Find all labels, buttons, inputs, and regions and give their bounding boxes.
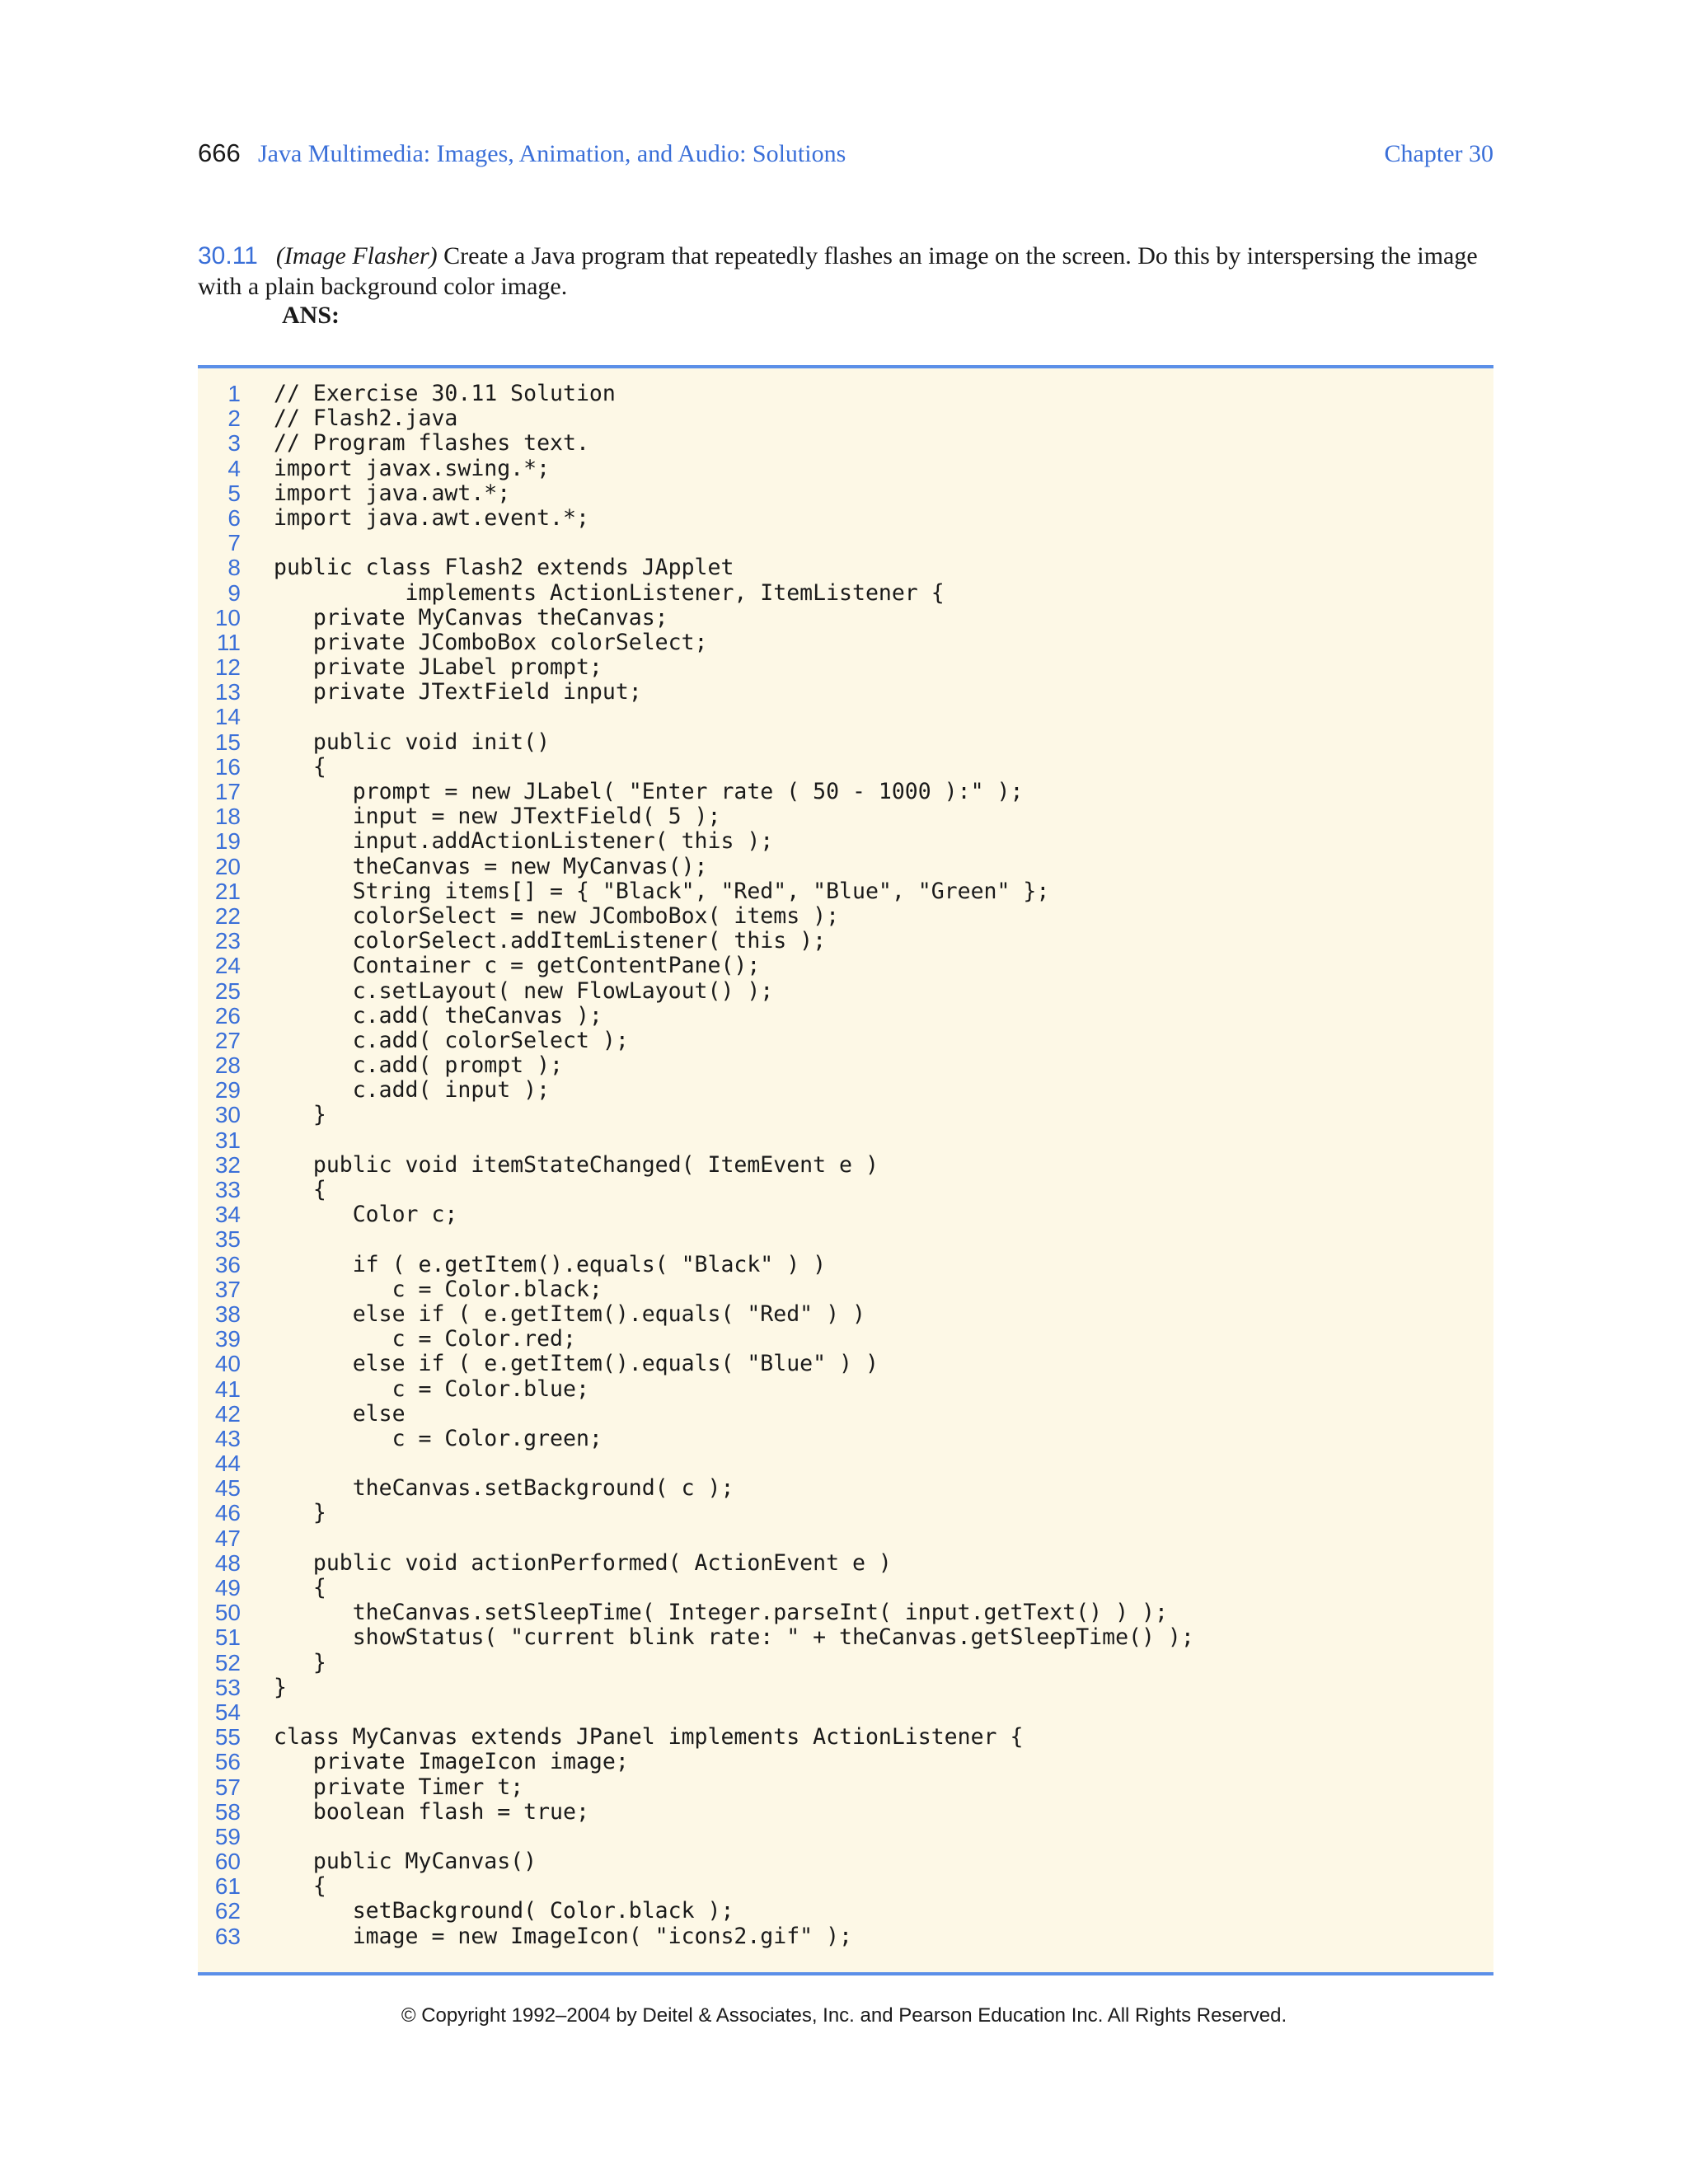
answer-label: ANS:: [282, 302, 340, 329]
code-line: [198, 1377, 1493, 1402]
line-code: class MyCanvas extends JPanel implements ActionListener {: [274, 1724, 1024, 1750]
line-number: 53: [214, 1674, 241, 1700]
line-number: 57: [214, 1774, 241, 1800]
code-line: [198, 1849, 1493, 1874]
code-line: [198, 481, 1493, 506]
exercise-title: (Image Flasher): [275, 242, 438, 269]
line-code: public void itemStateChanged( ItemEvent e ): [274, 1151, 879, 1178]
code-line: [198, 1153, 1493, 1178]
code-line: [198, 531, 1493, 555]
exercise-text: Create a Java program that repeatedly flashes an image on the screen. Do this by interspersing the image with a plain background color image.: [198, 242, 1478, 300]
line-code: }: [274, 1500, 326, 1526]
line-number: 42: [214, 1400, 241, 1427]
line-number: 22: [214, 902, 241, 929]
line-number: 41: [214, 1376, 241, 1402]
line-code: // Exercise 30.11 Solution: [274, 381, 616, 406]
code-line: [198, 1476, 1493, 1501]
line-code: private JLabel prompt;: [274, 654, 603, 681]
code-line: [198, 1825, 1493, 1849]
line-number: 51: [214, 1624, 241, 1651]
line-number: 29: [214, 1077, 241, 1104]
line-code: else if ( e.getItem().equals( "Blue" ) ): [274, 1351, 879, 1377]
line-number: 17: [214, 779, 241, 804]
line-number: 59: [214, 1823, 241, 1849]
line-number: 8: [227, 555, 241, 581]
code-line: [198, 804, 1493, 829]
line-code: {: [274, 753, 326, 780]
exercise-statement: [198, 241, 1493, 302]
exercise-number: 30.11: [198, 242, 258, 269]
line-number: 56: [214, 1749, 241, 1775]
code-line: [198, 431, 1493, 456]
code-line: [198, 606, 1493, 630]
line-code: theCanvas.setBackground( c );: [274, 1475, 734, 1502]
code-line: [198, 457, 1493, 481]
code-line: [198, 1874, 1493, 1899]
code-line: [198, 855, 1493, 879]
code-lines: [198, 382, 1493, 1949]
code-line: [198, 1625, 1493, 1650]
line-code: c = Color.green;: [274, 1425, 603, 1451]
chapter-label: Chapter 30: [1384, 140, 1493, 167]
code-line: [198, 1700, 1493, 1725]
code-line: [198, 1750, 1493, 1774]
code-line: [198, 506, 1493, 531]
line-code: public void init(): [274, 729, 551, 755]
line-code: private MyCanvas theCanvas;: [274, 604, 668, 630]
line-number: 5: [227, 480, 241, 506]
line-code: import javax.swing.*;: [274, 455, 551, 481]
line-code: public void actionPerformed( ActionEvent e ): [274, 1549, 892, 1576]
line-code: c.add( prompt );: [274, 1052, 563, 1079]
code-line: [198, 1675, 1493, 1700]
line-code: c = Color.red;: [274, 1326, 576, 1352]
line-code: private JComboBox colorSelect;: [274, 629, 708, 655]
line-number: 50: [214, 1600, 241, 1626]
line-number: 15: [214, 729, 241, 755]
line-number: 4: [227, 455, 241, 481]
code-line: [198, 904, 1493, 929]
code-line: [198, 1601, 1493, 1625]
code-line: [198, 1327, 1493, 1352]
line-code: image = new ImageIcon( "icons2.gif" );: [274, 1923, 852, 1949]
line-number: 12: [214, 654, 241, 681]
line-number: 23: [214, 928, 241, 954]
line-number: 58: [214, 1798, 241, 1825]
line-number: 33: [214, 1177, 241, 1202]
line-number: 48: [214, 1549, 241, 1576]
line-number: 45: [214, 1475, 241, 1502]
line-code: setBackground( Color.black );: [274, 1898, 734, 1924]
line-number: 27: [214, 1027, 241, 1053]
code-line: [198, 1899, 1493, 1924]
code-line: [198, 1227, 1493, 1252]
code-line: [198, 382, 1493, 406]
line-code: c.setLayout( new FlowLayout() );: [274, 977, 774, 1004]
line-number: 60: [214, 1849, 241, 1875]
line-number: 11: [216, 629, 241, 655]
line-code: // Flash2.java: [274, 405, 458, 432]
line-number: 35: [214, 1226, 241, 1253]
line-code: c.add( input );: [274, 1077, 551, 1104]
line-number: 3: [227, 430, 241, 457]
line-code: input = new JTextField( 5 );: [274, 804, 721, 830]
line-code: public MyCanvas(): [274, 1849, 537, 1875]
line-code: import java.awt.event.*;: [274, 504, 589, 531]
line-number: 46: [214, 1500, 241, 1526]
line-code: c.add( colorSelect );: [274, 1027, 629, 1053]
line-code: String items[] = { "Black", "Red", "Blue", "Green" };: [274, 878, 1050, 904]
line-number: 26: [214, 1002, 241, 1029]
code-line: [198, 755, 1493, 780]
line-number: 34: [214, 1202, 241, 1228]
line-number: 52: [214, 1649, 241, 1675]
code-line: [198, 1103, 1493, 1127]
code-line: [198, 630, 1493, 655]
line-number: 37: [214, 1276, 241, 1302]
line-number: 2: [227, 405, 241, 432]
code-line: [198, 1924, 1493, 1949]
line-number: 14: [214, 704, 241, 730]
line-number: 38: [214, 1301, 241, 1327]
line-number: 7: [227, 530, 241, 556]
line-code: colorSelect = new JComboBox( items );: [274, 902, 840, 929]
code-line: [198, 1576, 1493, 1601]
line-code: c = Color.blue;: [274, 1376, 589, 1402]
line-code: private ImageIcon image;: [274, 1749, 629, 1775]
code-line: [198, 1277, 1493, 1302]
line-code: else if ( e.getItem().equals( "Red" ) ): [274, 1301, 865, 1327]
code-line: [198, 1775, 1493, 1800]
code-listing: [198, 365, 1493, 1975]
line-number: 39: [214, 1326, 241, 1352]
code-line: [198, 1551, 1493, 1576]
line-code: public class Flash2 extends JApplet: [274, 555, 734, 581]
code-line: [198, 1501, 1493, 1526]
line-number: 24: [214, 953, 241, 979]
line-code: showStatus( "current blink rate: " + theCanvas.getSleepTime() );: [274, 1624, 1194, 1651]
code-line: [198, 1128, 1493, 1153]
line-code: colorSelect.addItemListener( this );: [274, 928, 827, 954]
line-code: }: [274, 1649, 326, 1675]
code-line: [198, 1302, 1493, 1327]
line-code: prompt = new JLabel( "Enter rate ( 50 - 1000 ):" );: [274, 779, 1024, 804]
line-code: c.add( theCanvas );: [274, 1002, 603, 1029]
code-line: [198, 655, 1493, 680]
code-line: [198, 1078, 1493, 1103]
page-header: [198, 138, 1493, 180]
line-number: 32: [214, 1151, 241, 1178]
line-code: import java.awt.*;: [274, 480, 511, 506]
code-line: [198, 879, 1493, 904]
line-code: Container c = getContentPane();: [274, 953, 761, 979]
line-code: theCanvas = new MyCanvas();: [274, 853, 708, 879]
line-code: else: [274, 1400, 406, 1427]
line-code: Color c;: [274, 1202, 458, 1228]
line-number: 9: [227, 579, 241, 606]
line-code: }: [274, 1102, 326, 1128]
copyright-footer: © Copyright 1992–2004 by Deitel & Associates, Inc. and Pearson Education Inc. All Rights Reserved.: [401, 2004, 1287, 2027]
line-code: boolean flash = true;: [274, 1798, 589, 1825]
code-line: [198, 1451, 1493, 1476]
line-number: 36: [214, 1251, 241, 1277]
line-code: // Program flashes text.: [274, 430, 589, 457]
code-line: [198, 1253, 1493, 1277]
line-number: 19: [214, 828, 241, 855]
code-line: [198, 1402, 1493, 1427]
line-code: }: [274, 1674, 287, 1700]
code-line: [198, 680, 1493, 705]
line-code: input.addActionListener( this );: [274, 828, 774, 855]
code-line: [198, 1202, 1493, 1227]
line-number: 62: [214, 1898, 241, 1924]
line-number: 31: [214, 1127, 241, 1153]
code-line: [198, 406, 1493, 431]
line-number: 21: [214, 878, 241, 904]
code-line: [198, 954, 1493, 978]
line-code: implements ActionListener, ItemListener {: [274, 579, 945, 606]
code-line: [198, 1004, 1493, 1029]
line-number: 16: [214, 753, 241, 780]
code-line: [198, 780, 1493, 804]
line-number: 40: [214, 1351, 241, 1377]
code-line: [198, 1725, 1493, 1750]
line-code: theCanvas.setSleepTime( Integer.parseInt( input.getText() ) );: [274, 1600, 1168, 1626]
line-code: if ( e.getItem().equals( "Black" ) ): [274, 1251, 827, 1277]
line-code: private Timer t;: [274, 1774, 524, 1800]
line-number: 28: [214, 1052, 241, 1079]
code-line: [198, 979, 1493, 1004]
code-line: [198, 929, 1493, 954]
line-number: 63: [214, 1923, 241, 1949]
line-number: 55: [214, 1724, 241, 1750]
code-line: [198, 1427, 1493, 1451]
line-number: 61: [214, 1873, 241, 1900]
code-line: [198, 1651, 1493, 1675]
line-number: 47: [214, 1525, 241, 1551]
code-line: [198, 1352, 1493, 1376]
line-number: 25: [214, 977, 241, 1004]
line-number: 44: [214, 1451, 241, 1477]
code-line: [198, 581, 1493, 606]
code-line: [198, 1053, 1493, 1078]
line-code: {: [274, 1873, 326, 1900]
line-number: 54: [214, 1699, 241, 1725]
line-code: {: [274, 1575, 326, 1601]
line-number: 13: [214, 679, 241, 705]
line-number: 30: [214, 1102, 241, 1128]
code-line: [198, 555, 1493, 580]
line-code: {: [274, 1177, 326, 1202]
code-line: [198, 730, 1493, 755]
line-code: private JTextField input;: [274, 679, 642, 705]
code-line: [198, 1800, 1493, 1825]
code-line: [198, 829, 1493, 854]
line-number: 43: [214, 1425, 241, 1451]
code-line: [198, 1178, 1493, 1202]
line-code: c = Color.black;: [274, 1276, 603, 1302]
line-number: 20: [214, 853, 241, 879]
running-title: Java Multimedia: Images, Animation, and Audio: Solutions: [258, 140, 846, 167]
line-number: 6: [227, 504, 241, 531]
code-line: [198, 1029, 1493, 1053]
code-line: [198, 705, 1493, 729]
line-number: 1: [227, 381, 241, 406]
line-number: 18: [214, 804, 241, 830]
line-number: 10: [214, 604, 241, 630]
code-line: [198, 1526, 1493, 1551]
page-number: 666: [198, 138, 241, 167]
line-number: 49: [214, 1575, 241, 1601]
